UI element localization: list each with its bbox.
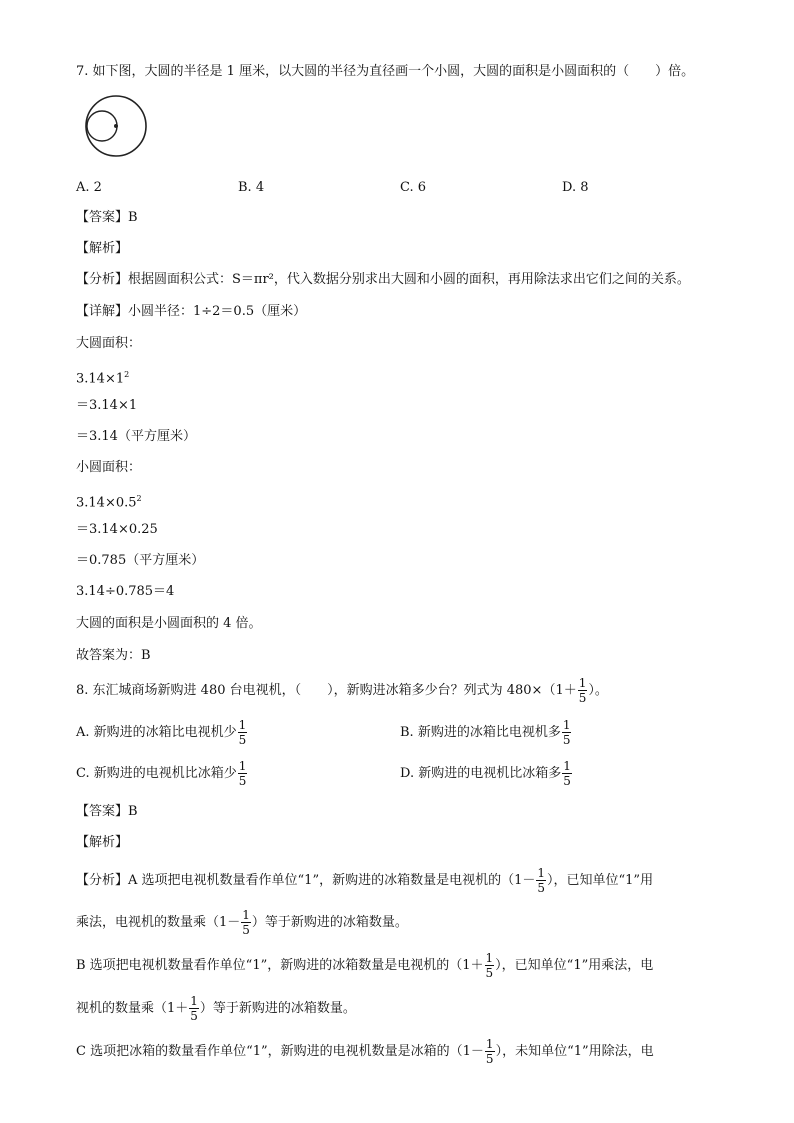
circles-figure: [80, 94, 152, 158]
q7-conclusion: 大圆的面积是小圆面积的 4 倍。: [76, 616, 262, 631]
q8-analysis-head: 【解析】: [76, 835, 129, 850]
q7-final: 故答案为：B: [76, 648, 151, 663]
q8-analysis-b1: B 选项把电视机数量看作单位“1”，新购进的冰箱数量是电视机的（1＋ $\frac{1}{5}$ ），已知单位“1”用乘法，电: [76, 951, 654, 980]
q8-option-d: D. 新购进的电视机比冰箱多 $\frac{1}{5}$: [400, 759, 571, 788]
fraction: $\frac{1}{5}$: [578, 676, 587, 705]
q8-analysis-a1: 【分析】A 选项把电视机数量看作单位“1”，新购进的冰箱数量是电视机的（1－ $\frac{1}{5}$ ），已知单位“1”用: [76, 866, 654, 895]
q8-analysis-c1: C 选项把冰箱的数量看作单位“1”，新购进的电视机数量是冰箱的（1－ $\frac{1}{5}$ ），未知单位“1”用除法，电: [76, 1037, 654, 1066]
q7-option-c: C. 6: [400, 180, 427, 195]
q8-analysis-a2: 乘法，电视机的数量乘（1－ $\frac{1}{5}$ ）等于新购进的冰箱数量。: [76, 908, 408, 937]
small-circle: [87, 111, 117, 141]
q8-option-b: B. 新购进的冰箱比电视机多 $\frac{1}{5}$: [400, 718, 571, 747]
q7-answer: 【答案】B: [76, 210, 138, 225]
q7-option-a: A. 2: [76, 180, 102, 195]
q7-option-b: B. 4: [238, 180, 265, 195]
q7-option-d: D. 8: [562, 180, 589, 195]
q7-detail: 【详解】小圆半径：1÷2＝0.5（厘米）: [76, 304, 307, 319]
q7-stem: 7. 如下图，大圆的半径是 1 厘米，以大圆的半径为直径画一个小圆，大圆的面积是小圆面积的（ ）倍。: [76, 64, 695, 79]
q7-ratio: 3.14÷0.785＝4: [76, 584, 175, 599]
q8-analysis-b2: 视机的数量乘（1＋ $\frac{1}{5}$ ）等于新购进的冰箱数量。: [76, 994, 356, 1023]
q7-small-label: 小圆面积：: [76, 460, 142, 475]
q7-small-step1: $3.14\times 0.5^2$: [76, 494, 142, 511]
q8-answer: 【答案】B: [76, 804, 138, 819]
q7-big-step1: $3.14\times 1^2$: [76, 370, 130, 387]
q7-big-label: 大圆面积：: [76, 336, 142, 351]
center-dot: [114, 124, 118, 128]
q7-big-step2: ＝3.14×1: [76, 398, 138, 413]
q7-analysis: 【分析】根据圆面积公式：S＝πr²，代入数据分别求出大圆和小圆的面积，再用除法求出它们之间的关系。: [76, 272, 690, 287]
q8-option-c: C. 新购进的电视机比冰箱少 $\frac{1}{5}$: [76, 759, 247, 788]
q7-analysis-head: 【解析】: [76, 241, 129, 256]
q8-stem: 8. 东汇城商场新购进 480 台电视机，（ ），新购进冰箱多少台？列式为 480×（1＋ $\frac{1}{5}$ ）。: [76, 676, 608, 705]
q8-option-a: A. 新购进的冰箱比电视机少 $\frac{1}{5}$: [76, 718, 247, 747]
q7-big-step3: ＝3.14（平方厘米）: [76, 429, 196, 444]
q7-small-step3: ＝0.785（平方厘米）: [76, 553, 205, 568]
q7-small-step2: ＝3.14×0.25: [76, 522, 158, 537]
